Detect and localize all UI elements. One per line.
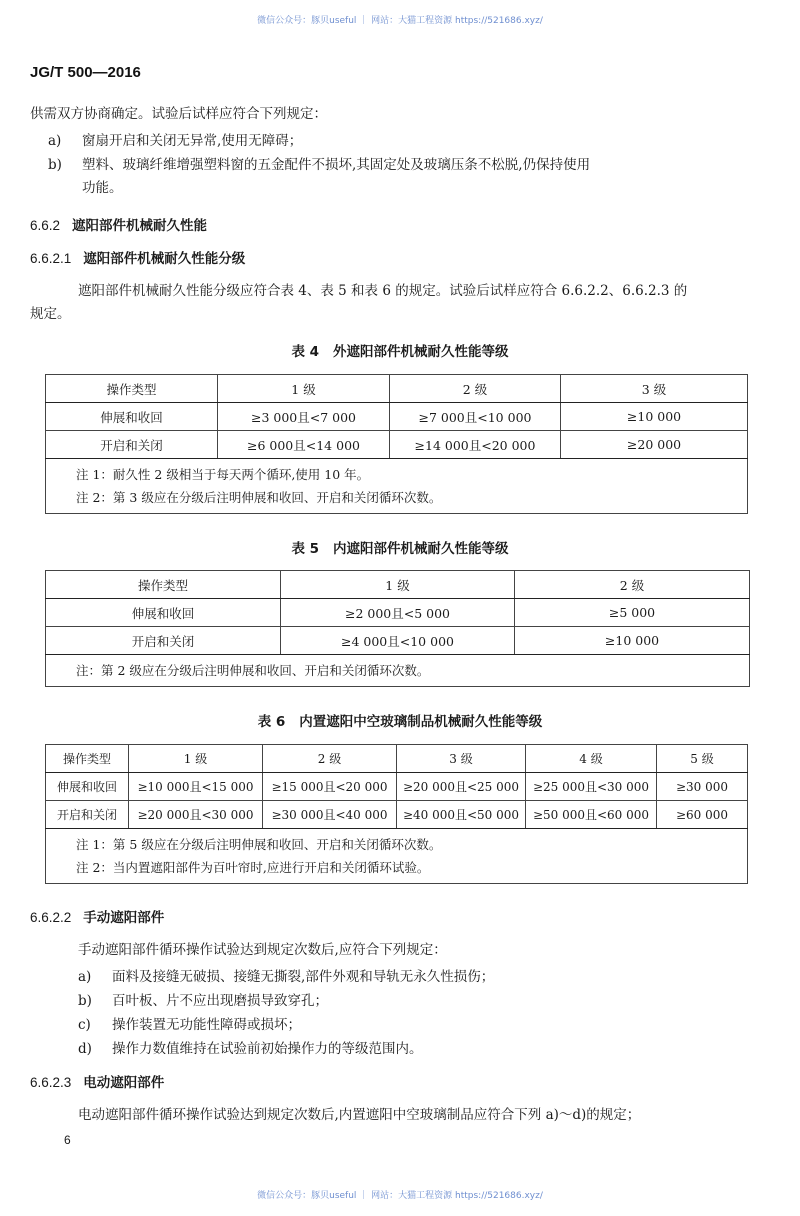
note: 注 2：当内置遮阳部件为百叶帘时,应进行开启和关闭循环试验。 bbox=[76, 860, 430, 875]
cell: ≥30 000 bbox=[657, 773, 748, 801]
section-heading-6-6-2-3 bbox=[30, 1071, 164, 1091]
section-number: 6.6.2 bbox=[30, 218, 61, 233]
intro-item-a bbox=[48, 129, 302, 149]
cell: ≥2 000且<5 000 bbox=[281, 599, 515, 627]
header-cell: 操作类型 bbox=[46, 745, 129, 773]
header-cell: 2 级 bbox=[515, 571, 750, 599]
list-item-a bbox=[78, 965, 494, 985]
item-marker: a) bbox=[48, 133, 62, 149]
table-5-caption bbox=[0, 537, 800, 557]
table-notes-row bbox=[46, 829, 748, 884]
section-title: 电动遮阳部件 bbox=[83, 1075, 165, 1091]
header-cell: 2 级 bbox=[263, 745, 397, 773]
watermark-bottom: 微信公众号：豚贝useful ｜ 网站：大猫工程资源 https://521686.xyz/ bbox=[257, 1191, 543, 1201]
table-6-caption bbox=[0, 710, 800, 730]
table-notes-row bbox=[46, 655, 750, 687]
standard-id: JG/T 500—2016 bbox=[30, 64, 141, 81]
section-6-6-2-3-text: 电动遮阳部件循环操作试验达到规定次数后,内置遮阳中空玻璃制品应符合下列 a)～d)的规定； bbox=[78, 1107, 641, 1123]
header-cell: 5 级 bbox=[657, 745, 748, 773]
table-notes bbox=[46, 459, 748, 514]
table-header-row bbox=[46, 375, 748, 403]
item-text: 窗扇开启和关闭无异常,使用无障碍； bbox=[82, 133, 303, 149]
table-header-row bbox=[46, 571, 750, 599]
table-notes-row bbox=[46, 459, 748, 514]
cell: ≥7 000且<10 000 bbox=[390, 403, 561, 431]
header-cell: 1 级 bbox=[281, 571, 515, 599]
cell: ≥6 000且<14 000 bbox=[218, 431, 390, 459]
header-cell: 1 级 bbox=[218, 375, 390, 403]
intro-item-b bbox=[48, 153, 590, 173]
table-row bbox=[46, 431, 748, 459]
cell: ≥10 000 bbox=[515, 627, 750, 655]
cell: ≥30 000且<40 000 bbox=[263, 801, 397, 829]
header-cell: 操作类型 bbox=[46, 571, 281, 599]
cell: ≥40 000且<50 000 bbox=[397, 801, 526, 829]
note: 注 2：第 3 级应在分级后注明伸展和收回、开启和关闭循环次数。 bbox=[76, 490, 442, 505]
cell: ≥20 000 bbox=[561, 431, 748, 459]
item-text: 百叶板、片不应出现磨损导致穿孔； bbox=[112, 993, 328, 1009]
table-row bbox=[46, 627, 750, 655]
item-marker: b) bbox=[78, 993, 92, 1009]
cell: ≥15 000且<20 000 bbox=[263, 773, 397, 801]
cell: ≥3 000且<7 000 bbox=[218, 403, 390, 431]
item-marker: a) bbox=[78, 969, 92, 985]
cell: 伸展和收回 bbox=[46, 403, 218, 431]
note: 注 1：第 5 级应在分级后注明伸展和收回、开启和关闭循环次数。 bbox=[76, 837, 442, 852]
section-heading-6-6-2-2 bbox=[30, 906, 164, 926]
page-number: 6 bbox=[64, 1133, 71, 1147]
item-text: 面料及接缝无破损、接缝无撕裂,部件外观和导轨无永久性损伤； bbox=[112, 969, 495, 985]
item-marker: b) bbox=[48, 157, 62, 173]
header-cell: 3 级 bbox=[397, 745, 526, 773]
note: 注 1：耐久性 2 级相当于每天两个循环,使用 10 年。 bbox=[76, 467, 370, 482]
header-cell: 4 级 bbox=[526, 745, 657, 773]
item-text: 塑料、玻璃纤维增强塑料窗的五金配件不损坏,其固定处及玻璃压条不松脱,仍保持使用 bbox=[82, 157, 591, 173]
table-notes bbox=[46, 655, 750, 687]
table-title: 外遮阳部件机械耐久性能等级 bbox=[333, 344, 509, 360]
cell: 伸展和收回 bbox=[46, 773, 129, 801]
header-cell: 操作类型 bbox=[46, 375, 218, 403]
table-4 bbox=[45, 374, 748, 514]
cell: 开启和关闭 bbox=[46, 801, 129, 829]
table-header-row bbox=[46, 745, 748, 773]
section-6-6-2-1-text-cont: 规定。 bbox=[30, 306, 71, 322]
section-title: 遮阳部件机械耐久性能 bbox=[72, 218, 208, 234]
table-number: 表 6 bbox=[257, 714, 286, 730]
section-number: 6.6.2.3 bbox=[30, 1075, 72, 1090]
table-number: 表 4 bbox=[291, 344, 320, 360]
cell: 开启和关闭 bbox=[46, 627, 281, 655]
table-title: 内置遮阳中空玻璃制品机械耐久性能等级 bbox=[299, 714, 543, 730]
section-title: 手动遮阳部件 bbox=[83, 910, 165, 926]
table-5 bbox=[45, 570, 750, 687]
table-6 bbox=[45, 744, 748, 884]
list-item-d bbox=[78, 1037, 423, 1057]
table-notes bbox=[46, 829, 748, 884]
section-title: 遮阳部件机械耐久性能分级 bbox=[83, 251, 246, 267]
table-4-caption bbox=[0, 340, 800, 360]
table-row bbox=[46, 403, 748, 431]
cell: 开启和关闭 bbox=[46, 431, 218, 459]
table-number: 表 5 bbox=[291, 541, 320, 557]
item-text: 操作力数值维持在试验前初始操作力的等级范围内。 bbox=[112, 1041, 423, 1057]
list-item-b bbox=[78, 989, 328, 1009]
section-heading-6-6-2 bbox=[30, 214, 207, 234]
intro-item-b-continued: 功能。 bbox=[82, 180, 123, 196]
cell: ≥60 000 bbox=[657, 801, 748, 829]
cell: 伸展和收回 bbox=[46, 599, 281, 627]
item-marker: c) bbox=[78, 1017, 91, 1033]
header-cell: 2 级 bbox=[390, 375, 561, 403]
cell: ≥14 000且<20 000 bbox=[390, 431, 561, 459]
header-cell: 3 级 bbox=[561, 375, 748, 403]
cell: ≥10 000且<15 000 bbox=[129, 773, 263, 801]
section-heading-6-6-2-1 bbox=[30, 247, 245, 267]
cell: ≥50 000且<60 000 bbox=[526, 801, 657, 829]
section-number: 6.6.2.2 bbox=[30, 910, 72, 925]
cell: ≥20 000且<25 000 bbox=[397, 773, 526, 801]
table-row bbox=[46, 773, 748, 801]
note: 注：第 2 级应在分级后注明伸展和收回、开启和关闭循环次数。 bbox=[76, 663, 430, 678]
section-6-6-2-2-intro: 手动遮阳部件循环操作试验达到规定次数后,应符合下列规定： bbox=[78, 942, 447, 958]
section-number: 6.6.2.1 bbox=[30, 251, 72, 266]
watermark-top: 微信公众号：豚贝useful ｜ 网站：大猫工程资源 https://521686.xyz/ bbox=[257, 16, 543, 26]
table-row bbox=[46, 801, 748, 829]
table-title: 内遮阳部件机械耐久性能等级 bbox=[333, 541, 509, 557]
cell: ≥10 000 bbox=[561, 403, 748, 431]
cell: ≥25 000且<30 000 bbox=[526, 773, 657, 801]
intro-paragraph: 供需双方协商确定。试验后试样应符合下列规定： bbox=[30, 106, 327, 122]
item-text: 操作装置无功能性障碍或损坏； bbox=[112, 1017, 301, 1033]
table-row bbox=[46, 599, 750, 627]
header-cell: 1 级 bbox=[129, 745, 263, 773]
cell: ≥4 000且<10 000 bbox=[281, 627, 515, 655]
list-item-c bbox=[78, 1013, 301, 1033]
item-marker: d) bbox=[78, 1041, 92, 1057]
cell: ≥5 000 bbox=[515, 599, 750, 627]
cell: ≥20 000且<30 000 bbox=[129, 801, 263, 829]
section-6-6-2-1-text: 遮阳部件机械耐久性能分级应符合表 4、表 5 和表 6 的规定。试验后试样应符合 6.6.2.2、6.6.2.3 的 bbox=[78, 283, 688, 299]
